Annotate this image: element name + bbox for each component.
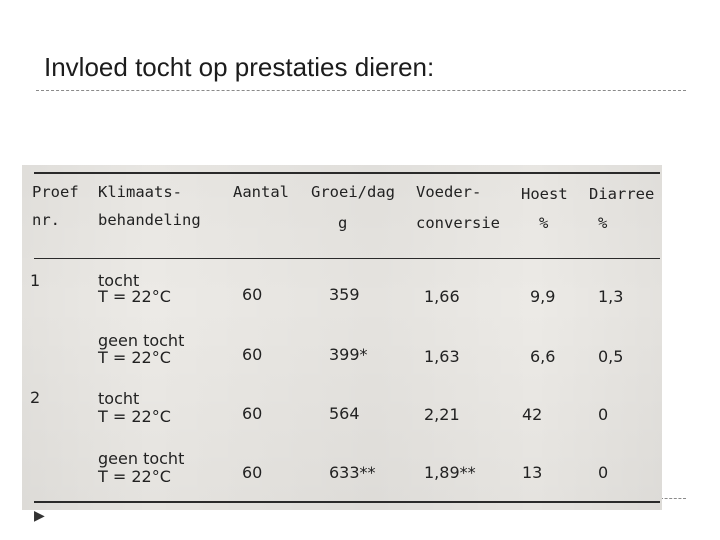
- header-klimaats: Klimaats-: [98, 183, 182, 201]
- row2-diarree: 0,5: [598, 347, 624, 366]
- row1-temp: T = 22°C: [98, 287, 171, 306]
- header-hoest: Hoest: [521, 185, 568, 203]
- header-proef-sub: nr.: [32, 211, 60, 229]
- table-header-rule: [34, 258, 660, 259]
- header-voeder: Voeder-: [416, 183, 482, 201]
- row1-voeder: 1,66: [424, 287, 460, 306]
- row2-treatment: geen tocht: [98, 331, 185, 350]
- scanned-table-image: [22, 165, 662, 510]
- header-diarree-unit: %: [598, 214, 608, 232]
- row4-treatment: geen tocht: [98, 449, 185, 468]
- header-klimaats-sub: behandeling: [98, 211, 201, 229]
- row1-treatment: tocht: [98, 271, 140, 290]
- row3-aantal: 60: [242, 404, 263, 423]
- row1-groei: 359: [329, 285, 360, 304]
- row3-groei: 564: [329, 404, 360, 423]
- header-hoest-unit: %: [539, 214, 549, 232]
- row1-diarree: 1,3: [598, 287, 624, 306]
- row2-hoest: 6,6: [530, 347, 556, 366]
- title-divider: [36, 90, 686, 91]
- row4-groei: 633**: [329, 463, 376, 482]
- table-bottom-rule: [34, 501, 660, 503]
- row4-voeder: 1,89**: [424, 463, 476, 482]
- header-groei-unit: g: [338, 214, 348, 232]
- row4-temp: T = 22°C: [98, 467, 171, 486]
- row1-hoest: 9,9: [530, 287, 556, 306]
- footer-divider: [660, 498, 686, 499]
- row3-hoest: 42: [522, 405, 543, 424]
- row1-proef: 1: [30, 271, 41, 290]
- row2-temp: T = 22°C: [98, 348, 171, 367]
- arrow-bullet-icon: ▶: [34, 508, 45, 524]
- header-proef: Proef: [32, 183, 79, 201]
- row1-aantal: 60: [242, 285, 263, 304]
- row3-proef: 2: [30, 388, 41, 407]
- header-aantal: Aantal: [233, 183, 289, 201]
- row3-diarree: 0: [598, 405, 609, 424]
- slide-title: Invloed tocht op prestaties dieren:: [44, 52, 435, 82]
- row2-groei: 399*: [329, 345, 368, 364]
- header-groei: Groei/dag: [311, 183, 395, 201]
- row4-hoest: 13: [522, 463, 543, 482]
- row2-voeder: 1,63: [424, 347, 460, 366]
- row2-aantal: 60: [242, 345, 263, 364]
- row3-voeder: 2,21: [424, 405, 460, 424]
- row3-treatment: tocht: [98, 389, 140, 408]
- header-voeder-sub: conversie: [416, 214, 500, 232]
- row3-temp: T = 22°C: [98, 407, 171, 426]
- row4-diarree: 0: [598, 463, 609, 482]
- header-diarree: Diarree: [589, 185, 655, 203]
- row4-aantal: 60: [242, 463, 263, 482]
- table-top-rule: [34, 172, 660, 174]
